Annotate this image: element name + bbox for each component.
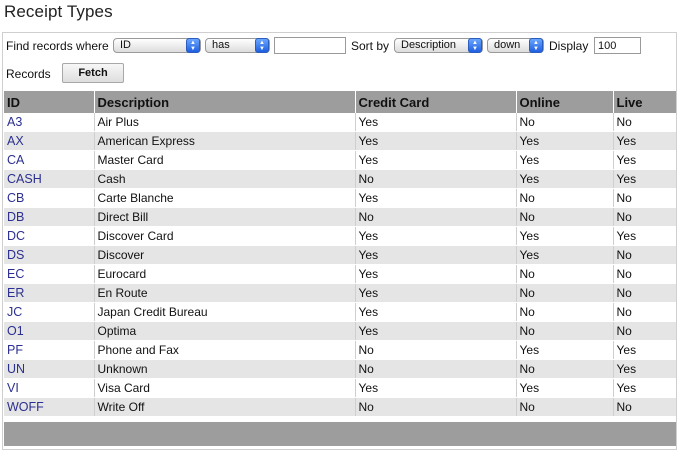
table-header-row — [4, 91, 676, 113]
live-cell: No — [613, 284, 676, 303]
table-row[interactable] — [4, 132, 676, 151]
credit-card-cell: Yes — [355, 379, 516, 398]
online-cell: Yes — [516, 132, 613, 151]
live-cell: Yes — [613, 227, 676, 246]
live-cell: No — [613, 303, 676, 322]
live-cell: No — [613, 113, 676, 132]
id-cell[interactable]: WOFF — [4, 398, 94, 417]
live-cell: Yes — [613, 379, 676, 398]
page-title: Receipt Types — [4, 2, 113, 21]
live-cell: No — [613, 189, 676, 208]
id-cell[interactable]: O1 — [4, 322, 94, 341]
live-cell: No — [613, 246, 676, 265]
online-cell: No — [516, 322, 613, 341]
live-cell: Yes — [613, 132, 676, 151]
description-cell: American Express — [94, 132, 355, 151]
live-cell: No — [613, 322, 676, 341]
id-cell[interactable]: A3 — [4, 113, 94, 132]
description-cell: Master Card — [94, 151, 355, 170]
sort-direction-select-value: down — [494, 39, 521, 51]
credit-card-cell: Yes — [355, 151, 516, 170]
field-select-value: ID — [120, 39, 131, 51]
records-panel — [2, 32, 677, 450]
live-cell: Yes — [613, 360, 676, 379]
id-cell[interactable]: VI — [4, 379, 94, 398]
table-row[interactable] — [4, 341, 676, 360]
search-input[interactable] — [274, 37, 346, 54]
select-arrows-icon: ▲ ▼ — [468, 38, 482, 53]
credit-card-cell: Yes — [355, 303, 516, 322]
live-cell: No — [613, 265, 676, 284]
credit-card-cell: Yes — [355, 284, 516, 303]
sort-direction-select[interactable] — [487, 38, 544, 53]
select-arrows-icon: ▲ ▼ — [186, 38, 200, 53]
id-cell[interactable]: AX — [4, 132, 94, 151]
filter-bar — [3, 33, 676, 57]
online-cell: No — [516, 208, 613, 227]
online-cell: No — [516, 360, 613, 379]
id-cell[interactable]: EC — [4, 265, 94, 284]
online-cell: No — [516, 265, 613, 284]
column-header-online[interactable]: Online — [516, 91, 613, 113]
operator-select[interactable] — [205, 38, 270, 53]
online-cell: No — [516, 189, 613, 208]
column-header-id[interactable]: ID — [4, 91, 94, 113]
live-cell: Yes — [613, 341, 676, 360]
description-cell: Carte Blanche — [94, 189, 355, 208]
online-cell: No — [516, 303, 613, 322]
fetch-button[interactable]: Fetch — [62, 63, 124, 83]
live-cell: Yes — [613, 151, 676, 170]
credit-card-cell: Yes — [355, 322, 516, 341]
description-cell: Japan Credit Bureau — [94, 303, 355, 322]
id-cell[interactable]: JC — [4, 303, 94, 322]
online-cell: Yes — [516, 341, 613, 360]
description-cell: Visa Card — [94, 379, 355, 398]
credit-card-cell: Yes — [355, 132, 516, 151]
online-cell: Yes — [516, 227, 613, 246]
live-cell: Yes — [613, 170, 676, 189]
description-cell: Direct Bill — [94, 208, 355, 227]
column-header-credit-card[interactable]: Credit Card — [355, 91, 516, 113]
table-row[interactable] — [4, 398, 676, 417]
online-cell: Yes — [516, 170, 613, 189]
description-cell: Eurocard — [94, 265, 355, 284]
online-cell: Yes — [516, 246, 613, 265]
table-row[interactable] — [4, 322, 676, 341]
select-arrows-icon: ▲ ▼ — [255, 38, 269, 53]
table-row[interactable] — [4, 227, 676, 246]
id-cell[interactable]: CASH — [4, 170, 94, 189]
table-row[interactable] — [4, 151, 676, 170]
table-row[interactable] — [4, 208, 676, 227]
table-row[interactable] — [4, 265, 676, 284]
description-cell: Phone and Fax — [94, 341, 355, 360]
sort-field-select-value: Description — [401, 39, 457, 51]
column-header-description[interactable]: Description — [94, 91, 355, 113]
description-cell: En Route — [94, 284, 355, 303]
credit-card-cell: No — [355, 341, 516, 360]
online-cell: No — [516, 284, 613, 303]
table-body — [4, 113, 676, 417]
select-arrows-icon: ▲ ▼ — [529, 38, 543, 53]
credit-card-cell: No — [355, 170, 516, 189]
description-cell: Air Plus — [94, 113, 355, 132]
id-cell[interactable]: CB — [4, 189, 94, 208]
description-cell: Discover — [94, 246, 355, 265]
table-footer-bar — [4, 422, 676, 446]
online-cell: No — [516, 113, 613, 132]
records-label: Records — [6, 67, 51, 81]
table-row[interactable] — [4, 246, 676, 265]
id-cell[interactable]: PF — [4, 341, 94, 360]
operator-select-value: has — [212, 39, 230, 51]
credit-card-cell: Yes — [355, 189, 516, 208]
description-cell: Unknown — [94, 360, 355, 379]
id-cell[interactable]: UN — [4, 360, 94, 379]
online-cell: No — [516, 398, 613, 417]
description-cell: Discover Card — [94, 227, 355, 246]
sort-by-label: Sort by — [351, 39, 390, 53]
credit-card-cell: No — [355, 398, 516, 417]
table-row[interactable] — [4, 379, 676, 398]
id-cell[interactable]: DS — [4, 246, 94, 265]
sort-field-select[interactable] — [394, 38, 483, 53]
id-cell[interactable]: DB — [4, 208, 94, 227]
display-label: Display — [549, 39, 589, 53]
credit-card-cell: Yes — [355, 113, 516, 132]
live-cell: No — [613, 208, 676, 227]
table-row[interactable] — [4, 113, 676, 132]
id-cell[interactable]: ER — [4, 284, 94, 303]
credit-card-cell: Yes — [355, 265, 516, 284]
table-row[interactable] — [4, 284, 676, 303]
credit-card-cell: No — [355, 360, 516, 379]
display-count-input[interactable] — [594, 37, 641, 54]
find-records-label: Find records where — [6, 39, 109, 53]
table-row[interactable] — [4, 303, 676, 322]
live-cell: No — [613, 398, 676, 417]
online-cell: Yes — [516, 379, 613, 398]
id-cell[interactable]: DC — [4, 227, 94, 246]
receipt-types-table — [4, 91, 676, 417]
credit-card-cell: Yes — [355, 227, 516, 246]
online-cell: Yes — [516, 151, 613, 170]
credit-card-cell: Yes — [355, 246, 516, 265]
id-cell[interactable]: CA — [4, 151, 94, 170]
description-cell: Cash — [94, 170, 355, 189]
table-row[interactable] — [4, 360, 676, 379]
description-cell: Write Off — [94, 398, 355, 417]
table-row[interactable] — [4, 170, 676, 189]
description-cell: Optima — [94, 322, 355, 341]
column-header-live[interactable]: Live — [613, 91, 676, 113]
credit-card-cell: No — [355, 208, 516, 227]
field-select[interactable] — [113, 38, 201, 53]
records-row — [3, 59, 676, 85]
table-row[interactable] — [4, 189, 676, 208]
